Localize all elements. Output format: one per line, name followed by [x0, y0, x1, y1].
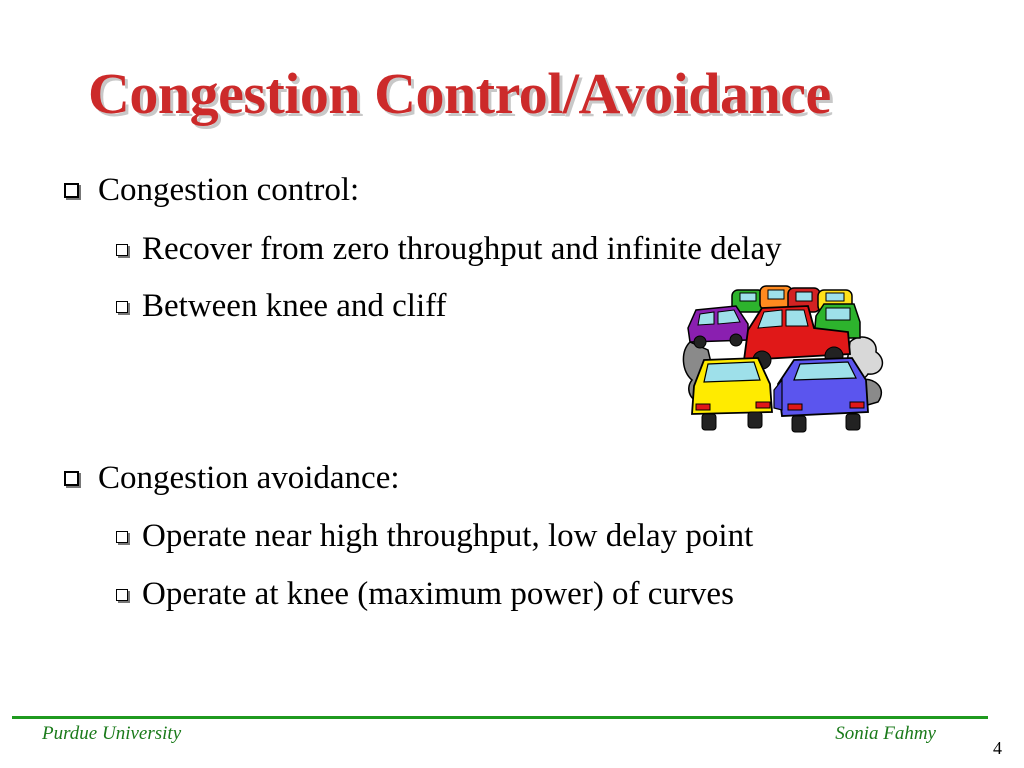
subbullet-text: Operate near high throughput, low delay point: [142, 518, 754, 554]
bullet-congestion-avoidance: [64, 460, 400, 497]
checkbox-bullet-icon: [116, 531, 128, 543]
subbullet-operate-near: [116, 518, 753, 555]
checkbox-bullet-icon: [116, 301, 128, 313]
footer-institution: Purdue University: [42, 723, 182, 744]
footer-divider: [12, 716, 988, 719]
subbullet-text: Operate at knee (maximum power) of curves: [142, 576, 734, 612]
subbullet-knee-cliff: [116, 288, 447, 325]
subbullet-text: Between knee and cliff: [142, 288, 447, 324]
bullet-text: Congestion control:: [98, 172, 360, 208]
bullet-text: Congestion avoidance:: [98, 460, 400, 496]
subbullet-text: Recover from zero throughput and infinite delay: [142, 231, 782, 267]
slide-title: Congestion Control/Avoidance: [88, 61, 831, 126]
subbullet-operate-knee: [116, 576, 734, 613]
footer-author: Sonia Fahmy: [835, 723, 936, 744]
subbullet-recover: [116, 231, 782, 268]
checkbox-bullet-icon: [64, 471, 79, 486]
checkbox-bullet-icon: [116, 589, 128, 601]
checkbox-bullet-icon: [64, 183, 79, 198]
checkbox-bullet-icon: [116, 244, 128, 256]
traffic-jam-cars-icon: [678, 280, 894, 442]
page-number: 4: [993, 738, 1002, 758]
bullet-congestion-control: [64, 172, 359, 209]
